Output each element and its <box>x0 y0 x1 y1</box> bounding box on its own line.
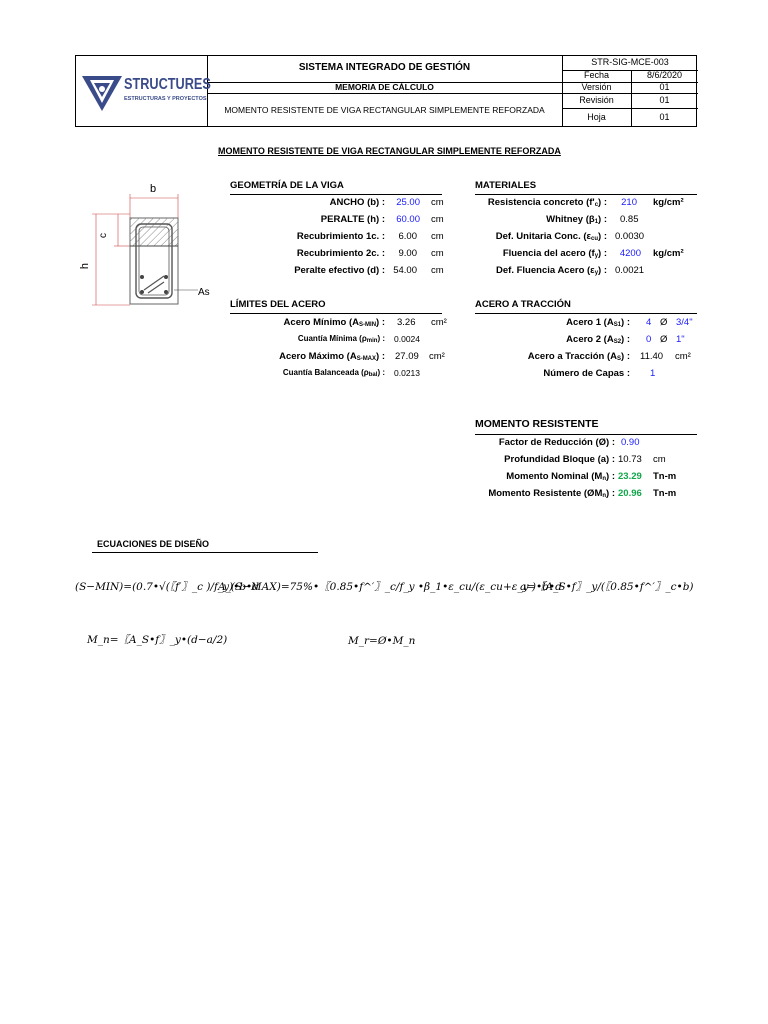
version-label: Versión <box>581 82 612 92</box>
geom-recub1-label: Recubrimiento 1c. : <box>296 231 385 242</box>
equation-a: a=〖A_S•f〗_y/(〖0.85•f^′〗_c•b) <box>520 581 694 593</box>
revision-label: Revisión <box>579 95 614 105</box>
geom-recub2-value: 9.00 <box>398 248 417 259</box>
mn-value: 23.29 <box>618 471 642 482</box>
diagram-label-as: As <box>198 287 210 298</box>
acero1-qty: 4 <box>646 317 652 328</box>
geom-recub1-value: 6.00 <box>398 231 417 242</box>
geom-peralte-efectivo-unit: cm <box>431 265 444 276</box>
lim-rhomin-value: 0.0024 <box>394 334 420 344</box>
materiales-title: MATERIALES <box>475 180 537 191</box>
phimn-unit: Tn-m <box>653 488 677 499</box>
mat-ey-value: 0.0021 <box>615 265 645 276</box>
mat-ey-label: Def. Fluencia Acero $(\varepsilon_y)$ : <box>496 265 607 276</box>
doc-title: MOMENTO RESISTENTE DE VIGA RECTANGULAR SIMPLEMENTE REFORZADA <box>224 105 545 115</box>
acero2-label: Acero 2 $(A_{S2})$ : <box>566 334 630 345</box>
diagram-label-b: b <box>150 183 157 195</box>
company-logo-icon <box>80 73 124 113</box>
diagram-label-c: c <box>98 233 109 238</box>
geom-recub2-label: Recubrimiento 2c. : <box>296 248 385 259</box>
mat-fc-value: 210 <box>621 197 637 208</box>
mat-beta-label: Whitney $(\beta_1)$ : <box>546 214 607 225</box>
diagram-label-h: h <box>79 262 92 270</box>
mat-fc-unit: kg/cm² <box>653 197 684 208</box>
lim-asmin-value: 3.26 <box>397 317 416 328</box>
bloque-unit: cm <box>653 454 666 465</box>
geom-peralte-efectivo-value: 54.00 <box>393 265 417 276</box>
geom-ancho-value: 25.00 <box>396 197 420 208</box>
ecuaciones-title: ECUACIONES DE DISEÑO <box>97 539 210 549</box>
hoja-label: Hoja <box>587 112 606 122</box>
beam-section-diagram <box>78 180 218 310</box>
equation-asmax: A_(S−MAX)=75%•〖0.85•f^′〗_c/f_y •β_1•ε_cu/(ε_cu+ε_y )•b•d <box>218 581 562 593</box>
geom-recub1-unit: cm <box>431 231 444 242</box>
equation-mr: M_r=Ø•M_n <box>348 635 416 647</box>
lim-rhobal-label: Cuantía Balanceada $(\rho_{bal})$ : <box>282 368 385 378</box>
mat-ecu-value: 0.0030 <box>615 231 645 242</box>
memo-title: MEMORIA DE CÁLCULO <box>335 82 434 92</box>
mn-label: Momento Nominal $(M_n)$ : <box>506 471 615 482</box>
company-tagline: ESTRUCTURAS Y PROYECTOS <box>124 96 207 102</box>
acero-total-value: 11.40 <box>640 351 664 362</box>
company-name: STRUCTURES <box>124 76 211 93</box>
document-header <box>75 55 697 127</box>
equation-mn: M_n=〖A_S•f〗_y•(d−a/2) <box>87 634 228 646</box>
acero2-dia: 1" <box>676 334 685 345</box>
lim-asmin-unit: cm² <box>431 317 447 328</box>
lim-asmax-label: Acero Máximo $(A_{S-MAX})$ : <box>279 351 385 362</box>
geom-peralte-unit: cm <box>431 214 444 225</box>
acero-total-unit: cm² <box>675 351 691 362</box>
lim-asmax-unit: cm² <box>429 351 445 362</box>
geom-recub2-unit: cm <box>431 248 444 259</box>
mat-fy-label: Fluencia del acero $(f_y)$ : <box>502 248 607 259</box>
system-title: SISTEMA INTEGRADO DE GESTIÓN <box>298 62 471 73</box>
bloque-value: 10.73 <box>618 454 642 465</box>
phimn-value: 20.96 <box>618 488 642 499</box>
lim-rhobal-value: 0.0213 <box>394 368 420 378</box>
capas-value: 1 <box>650 368 656 379</box>
fecha-label: Fecha <box>583 70 609 80</box>
geom-ancho-label: ANCHO (b) : <box>329 197 385 208</box>
revision-value: 01 <box>659 95 670 105</box>
geom-ancho-unit: cm <box>431 197 444 208</box>
main-title: MOMENTO RESISTENTE DE VIGA RECTANGULAR SIMPLEMENTE REFORZADA <box>218 146 561 156</box>
acero1-phi: Ø <box>660 317 668 328</box>
geom-peralte-value: 60.00 <box>396 214 420 225</box>
acero1-dia: 3/4" <box>676 317 693 328</box>
fecha-value: 8/6/2020 <box>646 70 683 80</box>
bloque-label: Profundidad Bloque (a) : <box>504 454 615 465</box>
mat-ecu-label: Def. Unitaria Conc. $(\varepsilon_{cu})$ : <box>495 231 607 242</box>
geom-peralte-label: PERALTE (h) : <box>320 214 385 225</box>
geometria-title: GEOMETRÍA DE LA VIGA <box>230 180 344 191</box>
limites-title: LÍMITES DEL ACERO <box>230 299 326 310</box>
lim-rhomin-label: Cuantía Mínima $(\rho_{min})$ : <box>297 334 385 344</box>
equation-asmin: (S−MIN)=(0.7•√(〖f′〗_c )/f_y)•b•d <box>75 581 259 593</box>
mn-unit: Tn-m <box>653 471 677 482</box>
acero2-phi: Ø <box>660 334 668 345</box>
acero-traccion-title: ACERO A TRACCIÓN <box>475 299 571 310</box>
acero-total-label: Acero a Tracción $(A_S)$ : <box>527 351 630 362</box>
acero2-qty: 0 <box>646 334 652 345</box>
mat-fy-unit: kg/cm² <box>653 248 684 259</box>
hoja-value: 01 <box>659 112 670 122</box>
phi-value: 0.90 <box>621 437 640 448</box>
phimn-label: Momento Resistente $(ØM_n)$ : <box>488 488 615 499</box>
acero1-label: Acero 1 $(A_{S1})$ : <box>566 317 630 328</box>
mat-beta-value: 0.85 <box>620 214 639 225</box>
momento-title: MOMENTO RESISTENTE <box>475 418 599 430</box>
lim-asmax-value: 27.09 <box>395 351 419 362</box>
mat-fy-value: 4200 <box>619 248 641 259</box>
doc-code: STR-SIG-MCE-003 <box>591 57 669 67</box>
capas-label: Número de Capas : <box>543 368 630 379</box>
lim-asmin-label: Acero Mínimo $(A_{S-MIN})$ : <box>283 317 385 328</box>
equations-row <box>0 577 768 597</box>
geom-peralte-efectivo-label: Peralte efectivo (d) : <box>294 265 385 276</box>
mat-fc-label: Resistencia concreto $(f'_c)$ : <box>487 197 607 208</box>
phi-label: Factor de Reducción (Ø) : <box>498 437 615 448</box>
version-value: 01 <box>659 82 670 92</box>
